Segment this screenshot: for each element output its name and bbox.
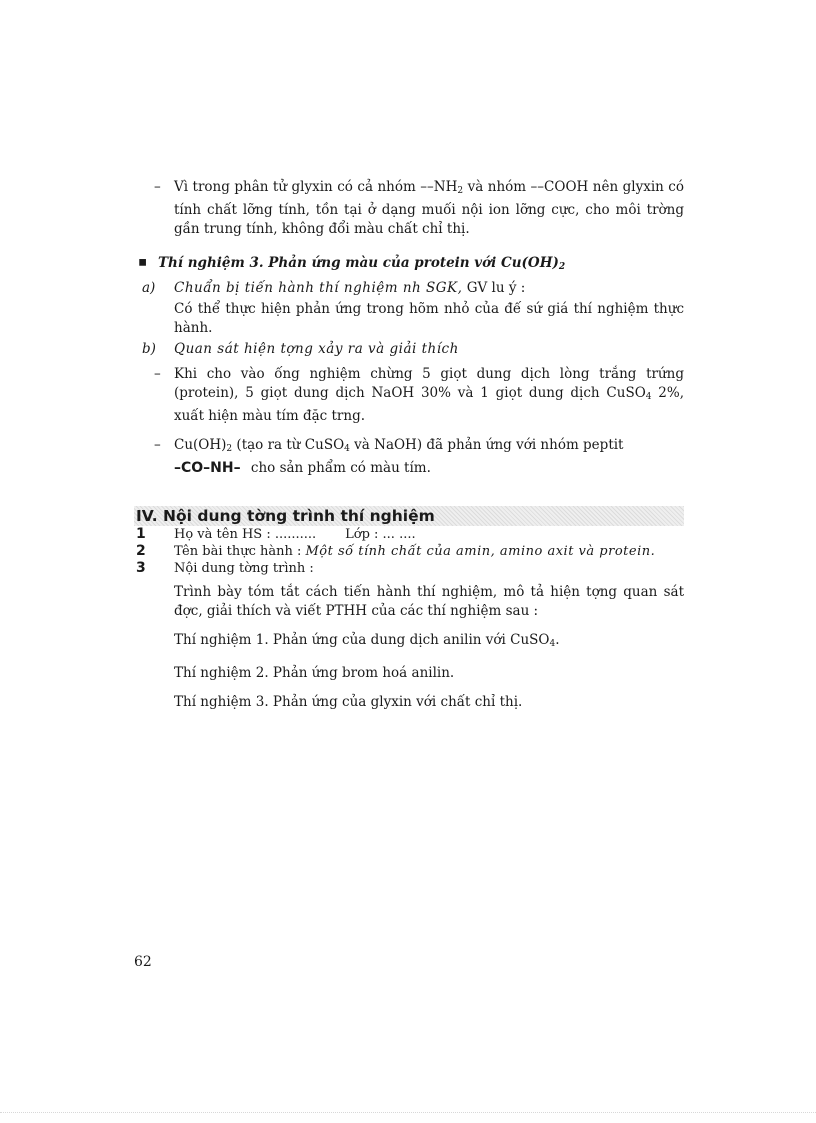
lab-title-label: Tên bài thực hành : xyxy=(174,544,306,559)
part-a-letter: a) xyxy=(142,280,156,296)
observation-item-1 xyxy=(134,365,684,426)
dash-marker: – xyxy=(154,437,161,453)
dash-marker: – xyxy=(154,366,161,382)
experiment3-heading xyxy=(134,253,684,277)
class-label: Lớp : xyxy=(345,527,383,542)
observation-2-part3: và NaOH) đã phản ứng với nhóm peptit xyxy=(349,437,624,453)
page-content xyxy=(134,178,684,712)
observation-2-part4: cho sản phẩm có màu tím. xyxy=(246,460,431,476)
dash-marker: – xyxy=(154,179,161,195)
student-name-dots: .......... xyxy=(274,527,317,542)
student-name-label: Họ và tên HS : xyxy=(174,527,275,542)
report-item-3 xyxy=(134,560,684,577)
cuso4-subscript: 4 xyxy=(549,639,556,649)
nh2-subscript: 2 xyxy=(457,186,464,196)
observation-1-part2: 2%, xuất hiện màu tím đặc trng. xyxy=(174,385,685,424)
item-number: 2 xyxy=(136,543,146,559)
page-number: 62 xyxy=(134,954,152,970)
part-b-italic-text: Quan sát hiện tợng xảy ra và giải thích xyxy=(174,341,459,357)
experiment3-title-subscript: 2 xyxy=(558,262,566,272)
cuoh2-subscript: 2 xyxy=(226,444,233,454)
glyxin-explanation-item xyxy=(134,178,684,239)
observation-1-part1: Khi cho vào ống nghiệm chừng 5 giọt dung dịch lòng trắng trứng (protein), 5 giọt dung dịch NaOH 30% và 1 giọt dung dịch CuSO xyxy=(174,366,684,401)
report-item-1 xyxy=(134,526,684,543)
report-experiment-3: Thí nghiệm 3. Phản ứng của glyxin với chất chỉ thị. xyxy=(174,694,523,710)
part-a-italic-text: Chuẩn bị tiến hành thí nghiệm nh SGK, xyxy=(174,280,463,296)
section-iv-heading: IV. Nội dung tờng trình thí nghiệm xyxy=(134,506,684,526)
report-exp1-part2: . xyxy=(555,632,560,648)
glyxin-text-part2: và nhóm ––COOH nên glyxin có tính chất lỡng tính, tồn tại ở dạng muối nội ion lỡng cực, cho môi trờng gần trung tính, không đổi màu chất chỉ thị. xyxy=(174,179,684,237)
item-number: 1 xyxy=(136,526,146,542)
report-description: Trình bày tóm tắt cách tiến hành thí nghiệm, mô tả hiện tợng quan sát đợc, giải thích và viết PTHH của các thí nghiệm sau : xyxy=(174,584,684,619)
observation-item-2 xyxy=(134,436,684,478)
cuso4-subscript: 4 xyxy=(344,444,350,454)
experiment3-title: Thí nghiệm 3. Phản ứng màu của protein với Cu(OH) xyxy=(158,255,559,271)
part-a-paragraph: Có thể thực hiện phản ứng trong hõm nhỏ của đế sứ giá thí nghiệm thực hành. xyxy=(174,301,684,336)
cuso4-subscript: 4 xyxy=(645,392,652,402)
report-content-label: Nội dung tờng trình : xyxy=(174,561,314,576)
part-a-normal-text: GV lu ý : xyxy=(462,280,526,296)
report-item-2 xyxy=(134,543,684,560)
observation-2-part2: (tạo ra từ CuSO xyxy=(232,437,345,453)
observation-2-part1: Cu(OH) xyxy=(174,437,227,453)
square-bullet-icon: ▪ xyxy=(138,254,148,270)
experiment3-part-b xyxy=(134,340,684,359)
glyxin-text-part1: Vì trong phân tử glyxin có cả nhóm ––NH xyxy=(174,179,458,195)
peptide-group-formula: –CO–NH– xyxy=(174,460,241,476)
part-b-letter: b) xyxy=(142,341,156,357)
report-experiment-2: Thí nghiệm 2. Phản ứng brom hoá anilin. xyxy=(174,665,455,681)
report-experiment-1 xyxy=(134,631,684,654)
class-dots: ... .... xyxy=(382,527,416,542)
lab-title-text: Một số tính chất của amin, amino axit và protein. xyxy=(305,544,656,559)
report-exp1-part1: Thí nghiệm 1. Phản ứng của dung dịch anilin với CuSO xyxy=(174,632,550,648)
page-bottom-divider xyxy=(0,1112,816,1113)
experiment3-part-a xyxy=(134,279,684,298)
item-number: 3 xyxy=(136,560,146,576)
